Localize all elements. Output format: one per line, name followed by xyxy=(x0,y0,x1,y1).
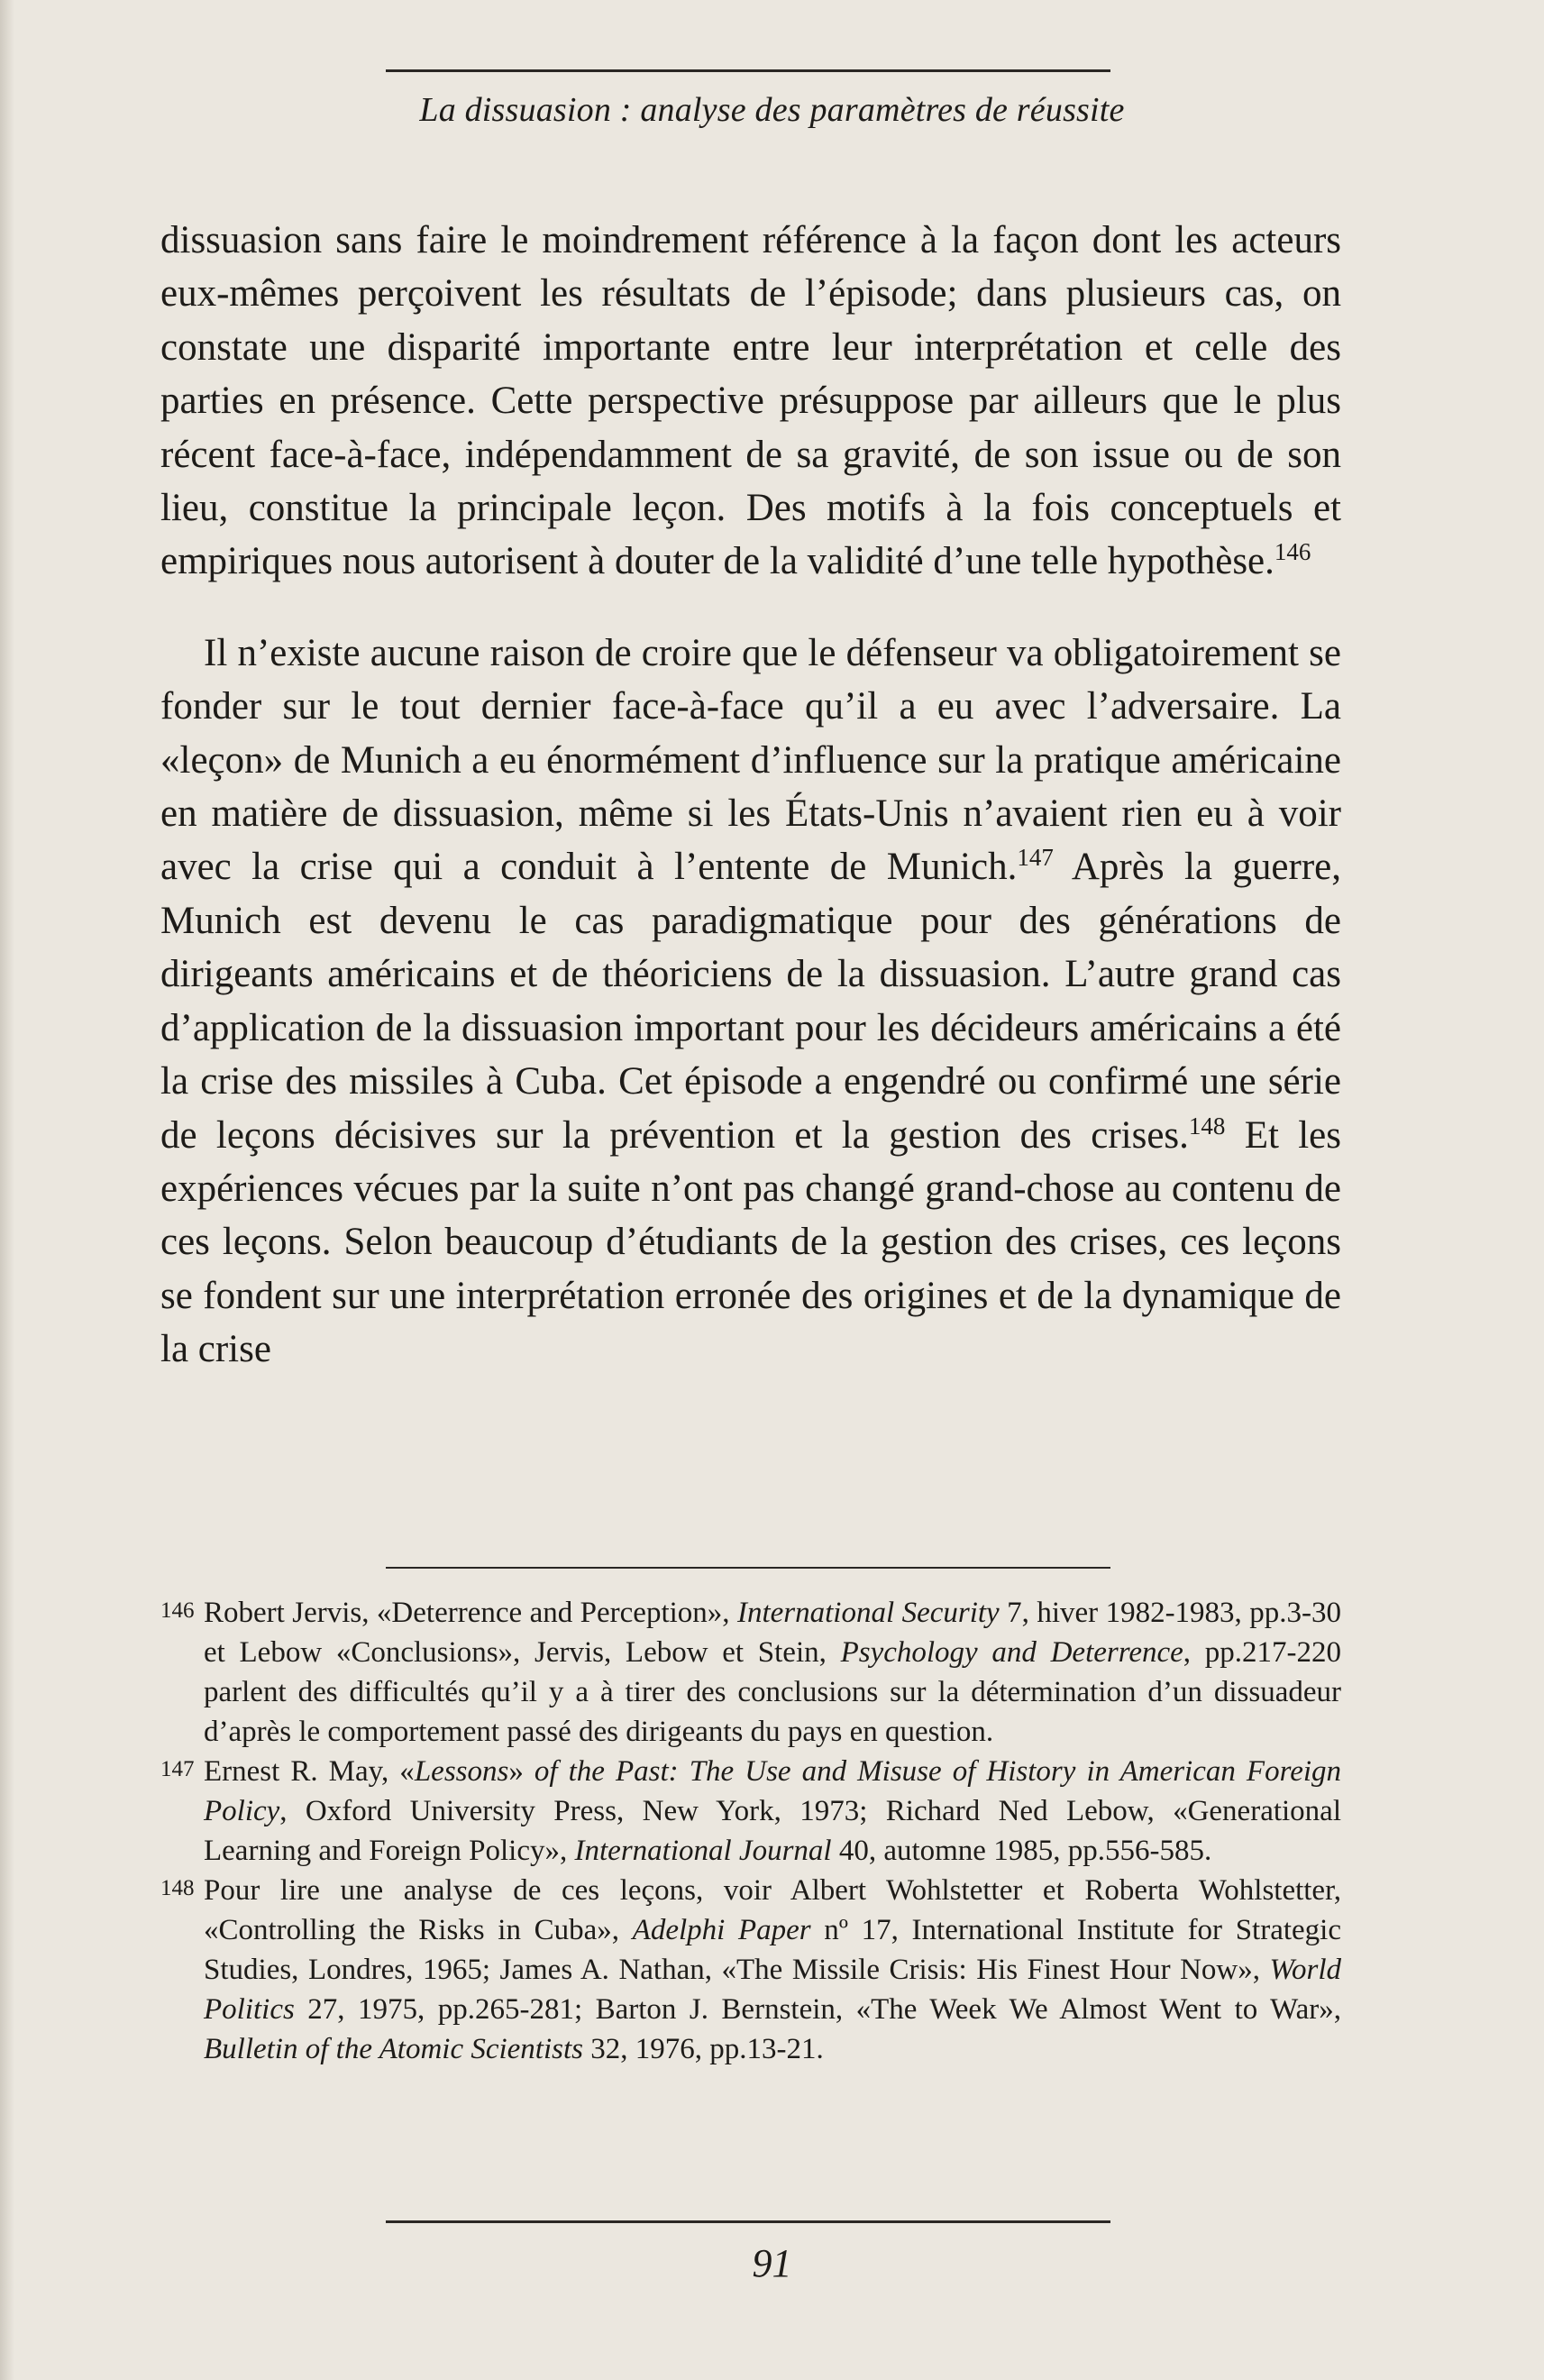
footnote-title: Bulletin of the Atomic Scientists xyxy=(204,2033,583,2065)
footnote-text-run: 7, hiver 1982-1983, pp.3-30 et Lebow «Conclusions», Jervis, Lebow et Stein, xyxy=(204,1597,1341,1669)
footnote-text-run: Ernest R. May, « xyxy=(204,1755,415,1788)
paragraph-1-text: dissuasion sans faire le moindrement référence à la façon dont les acteurs eux-mêmes perçoivent les résultats de l’épisode; dans plusieurs cas, on constate une disparité importante entre leur interprétation et celle des parties en présence. Cette perspective présuppose par ailleurs que le plus récent face-à-face, indépendamment de sa gravité, de son issue ou de son lieu, constitue la principale leçon. Des motifs à la fois conceptuels et empiriques nous autorisent à douter de la validité d’une telle hypothèse. xyxy=(160,219,1341,583)
footnote-title: International Security xyxy=(736,1597,1000,1629)
footnote-title: Lessons xyxy=(414,1755,509,1788)
footnote-text xyxy=(204,1593,1341,1752)
footnote-text-run: Pour lire une analyse de ces leçons, voir Albert Wohlstetter et Roberta Wohlstetter, «Controlling the Risks in Cuba», xyxy=(204,1874,1341,1946)
footnote-number: 146 xyxy=(160,1598,195,1623)
running-head: La dissuasion : analyse des paramètres de réussite xyxy=(419,91,1125,129)
footnote-title: World Politics xyxy=(204,1954,1341,2026)
footnote-text xyxy=(204,1871,1341,2069)
body-text xyxy=(160,214,1341,1377)
footnote-146 xyxy=(160,1593,1341,1752)
footnote-title: Adelphi Paper xyxy=(632,1914,811,1946)
page-edge-shadow xyxy=(0,0,14,2380)
footnote-148 xyxy=(160,1871,1341,2069)
header-rule xyxy=(386,69,1110,72)
footnote-text xyxy=(204,1752,1341,1871)
page-number: 91 xyxy=(752,2241,792,2285)
paragraph-2-part-b: Après la guerre, Munich est devenu le cas paradigmatique pour des générations de dirigeants américains et de théoriciens de la dissuasion. L’autre grand cas d’application de la dissuasion important pour les décideurs américains a été la crise des missiles à Cuba. Cet épisode a engendré ou confirmé une série de leçons décisives sur la prévention et la gestion des crises. xyxy=(160,846,1341,1157)
paragraph-2-part-a: Il n’existe aucune raison de croire que le défenseur va obligatoirement se fonder sur le tout dernier face-à-face qu’il a eu avec l’adversaire. La «leçon» de Munich a eu énormément d’influence sur la pratique américaine en matière de dissuasion, même si les États-Unis n’avaient rien eu à voir avec la crise qui a conduit à l’entente de Munich. xyxy=(160,631,1341,889)
note-ref-147[interactable]: 147 xyxy=(1017,844,1054,872)
footnote-title: Psychology and Deterrence xyxy=(840,1636,1183,1669)
footnote-text-run: Robert Jervis, «Deterrence and Perception», xyxy=(204,1597,737,1629)
footnote-text-run: 32, 1976, pp.13-21. xyxy=(583,2033,824,2065)
paragraph-1 xyxy=(160,214,1341,589)
footnote-text-run: , pp.217-220 parlent des difficultés qu’il y a à tirer des conclusions sur la détermination d’un dissuadeur d’après le comportement passé des dirigeants du pays en question. xyxy=(204,1636,1341,1748)
folio-rule xyxy=(386,2220,1110,2223)
footnotes xyxy=(160,1593,1341,2069)
footnote-text-run: nº 17, International Institute for Strategic Studies, Londres, 1965; James A. Nathan, «The Missile Crisis: His Finest Hour Now», xyxy=(204,1914,1341,1986)
paragraph-2-part-c: Et les expériences vécues par la suite n’ont pas changé grand-chose au contenu de ces leçons. Selon beaucoup d’étudiants de la gestion des crises, ces leçons se fondent sur une interprétation erronée des origines et de la dynamique de la crise xyxy=(160,1113,1341,1371)
footnote-147 xyxy=(160,1752,1341,1871)
footnote-title: of the Past: The Use and Misuse of History in American Foreign Policy xyxy=(204,1755,1342,1827)
paragraph-2 xyxy=(160,627,1341,1377)
footnote-text-run: , Oxford University Press, New York, 1973; Richard Ned Lebow, «Generational Learning and Foreign Policy», xyxy=(204,1795,1341,1867)
footnote-text-run: 27, 1975, pp.265-281; Barton J. Bernstein, «The Week We Almost Went to War», xyxy=(294,1993,1341,2026)
footnote-text-run: » xyxy=(508,1755,534,1788)
footnote-number: 147 xyxy=(160,1757,195,1781)
footnote-title: International Journal xyxy=(574,1835,832,1867)
footnote-text-run: 40, automne 1985, pp.556-585. xyxy=(831,1835,1212,1867)
note-ref-148[interactable]: 148 xyxy=(1188,1112,1226,1140)
footnote-number: 148 xyxy=(160,1876,195,1900)
note-ref-146[interactable]: 146 xyxy=(1274,538,1311,566)
footnote-rule xyxy=(386,1567,1110,1569)
